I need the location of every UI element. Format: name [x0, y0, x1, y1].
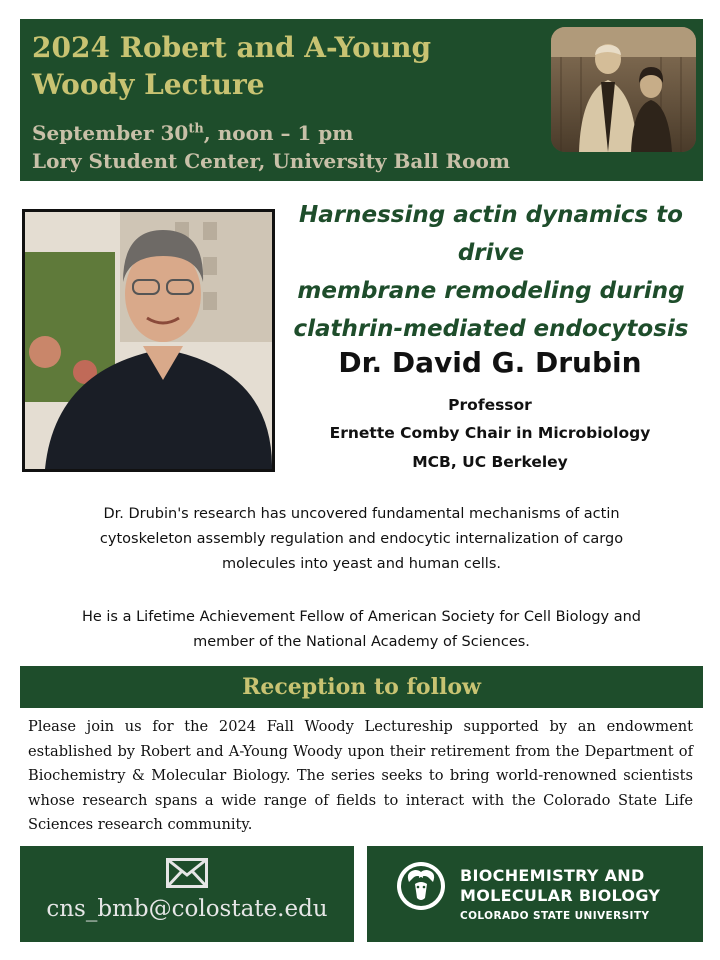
speaker-photo — [22, 209, 275, 472]
contact-box — [20, 846, 354, 942]
reception-banner: Reception to follow — [20, 666, 703, 708]
speaker-affiliation: MCB, UC Berkeley — [412, 453, 568, 471]
department-name-line2: MOLECULAR BIOLOGY — [460, 886, 661, 905]
event-venue: Lory Student Center, University Ball Room — [32, 149, 510, 173]
speaker-name: Dr. David G. Drubin — [338, 346, 642, 379]
university-name: COLORADO STATE UNIVERSITY — [460, 910, 650, 922]
department-name-line1: BIOCHEMISTRY AND — [460, 866, 645, 885]
lectureship-description: Please join us for the 2024 Fall Woody Lectureship supported by an endowment established by Robert and A-Young Woody upon their retirement from the Department of Biochemistry & Molecular Biology. The series seeks to bring world-renowned scientists whose research spans a wide range of fields to interact with the Colorado State Life Sciences research community. — [28, 718, 693, 834]
lecture-title: 2024 Robert and A-Young Woody Lecture — [32, 31, 432, 101]
csu-ram-logo — [395, 860, 447, 912]
talk-title: Harnessing actin dynamics to drive membrane remodeling during clathrin-mediated endocytosis — [293, 202, 689, 342]
woody-couple-photo — [551, 27, 696, 152]
envelope-icon — [166, 858, 208, 888]
bio-paragraph-honors: He is a Lifetime Achievement Fellow of American Society for Cell Biology and member of the National Academy of Sciences. — [81, 609, 642, 650]
speaker-chair: Ernette Comby Chair in Microbiology — [329, 424, 651, 442]
speaker-position: Professor — [448, 396, 532, 414]
event-date: September 30th, noon – 1 pm — [32, 121, 354, 145]
bio-paragraph-research: Dr. Drubin's research has uncovered fundamental mechanisms of actin cytoskeleton assembly regulation and endocytic internalization of cargo molecules into yeast and human cells. — [99, 506, 624, 572]
department-box — [367, 846, 703, 942]
contact-email[interactable]: cns_bmb@colostate.edu — [46, 896, 328, 922]
